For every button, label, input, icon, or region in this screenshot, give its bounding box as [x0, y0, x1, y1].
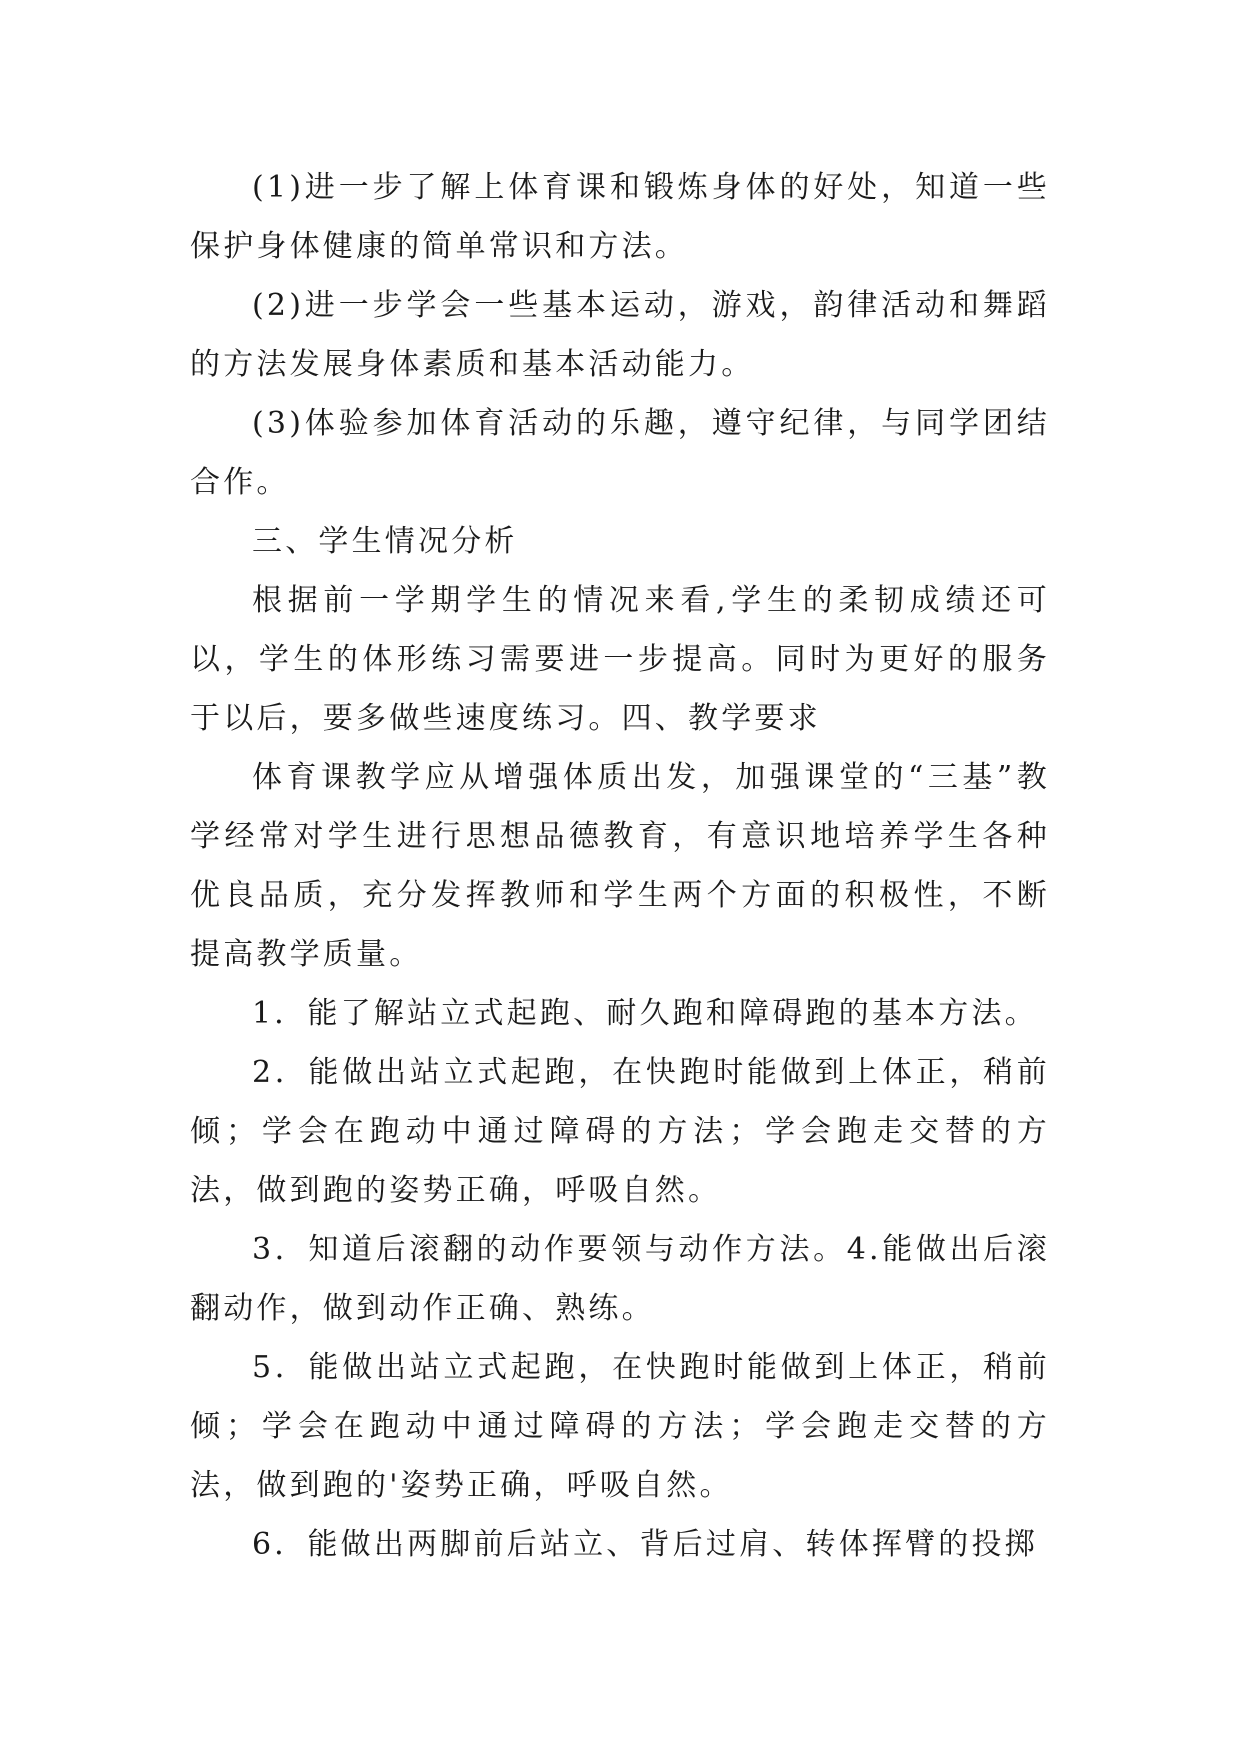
- paragraph-objective-2: (2)进一步学会一些基本运动，游戏，韵律活动和舞蹈的方法发展身体素质和基本活动能力。: [190, 288, 1050, 382]
- document-body: [190, 158, 1050, 1574]
- paragraph-student-analysis: 根据前一学期学生的情况来看,学生的柔韧成绩还可以，学生的体形练习需要进一步提高。同时为更好的服务于以后，要多做些速度练习。四、教学要求: [190, 583, 1050, 736]
- paragraph-teaching-requirements: 体育课教学应从增强体质出发，加强课堂的“三基”教学经常对学生进行思想品德教育，有意识地培养学生各种优良品质，充分发挥教师和学生两个方面的积极性，不断提高教学质量。: [190, 760, 1050, 972]
- list-item-5: 5．能做出站立式起跑，在快跑时能做到上体正，稍前倾；学会在跑动中通过障碍的方法；学会跑走交替的方法，做到跑的'姿势正确，呼吸自然。: [190, 1350, 1050, 1503]
- paragraph-objective-3: (3)体验参加体育活动的乐趣，遵守纪律，与同学团结合作。: [190, 406, 1050, 500]
- list-item-6: 6．能做出两脚前后站立、背后过肩、转体挥臂的投掷: [252, 1527, 1038, 1562]
- list-item-3-4: 3．知道后滚翻的动作要领与动作方法。4.能做出后滚翻动作，做到动作正确、熟练。: [190, 1232, 1050, 1326]
- section-heading-student-analysis: 三、学生情况分析: [252, 524, 518, 559]
- list-item-1: 1．能了解站立式起跑、耐久跑和障碍跑的基本方法。: [252, 996, 1038, 1031]
- list-item-2: 2．能做出站立式起跑，在快跑时能做到上体正，稍前倾；学会在跑动中通过障碍的方法；学会跑走交替的方法，做到跑的姿势正确，呼吸自然。: [190, 1055, 1050, 1208]
- paragraph-objective-1: (1)进一步了解上体育课和锻炼身体的好处，知道一些保护身体健康的简单常识和方法。: [190, 170, 1050, 264]
